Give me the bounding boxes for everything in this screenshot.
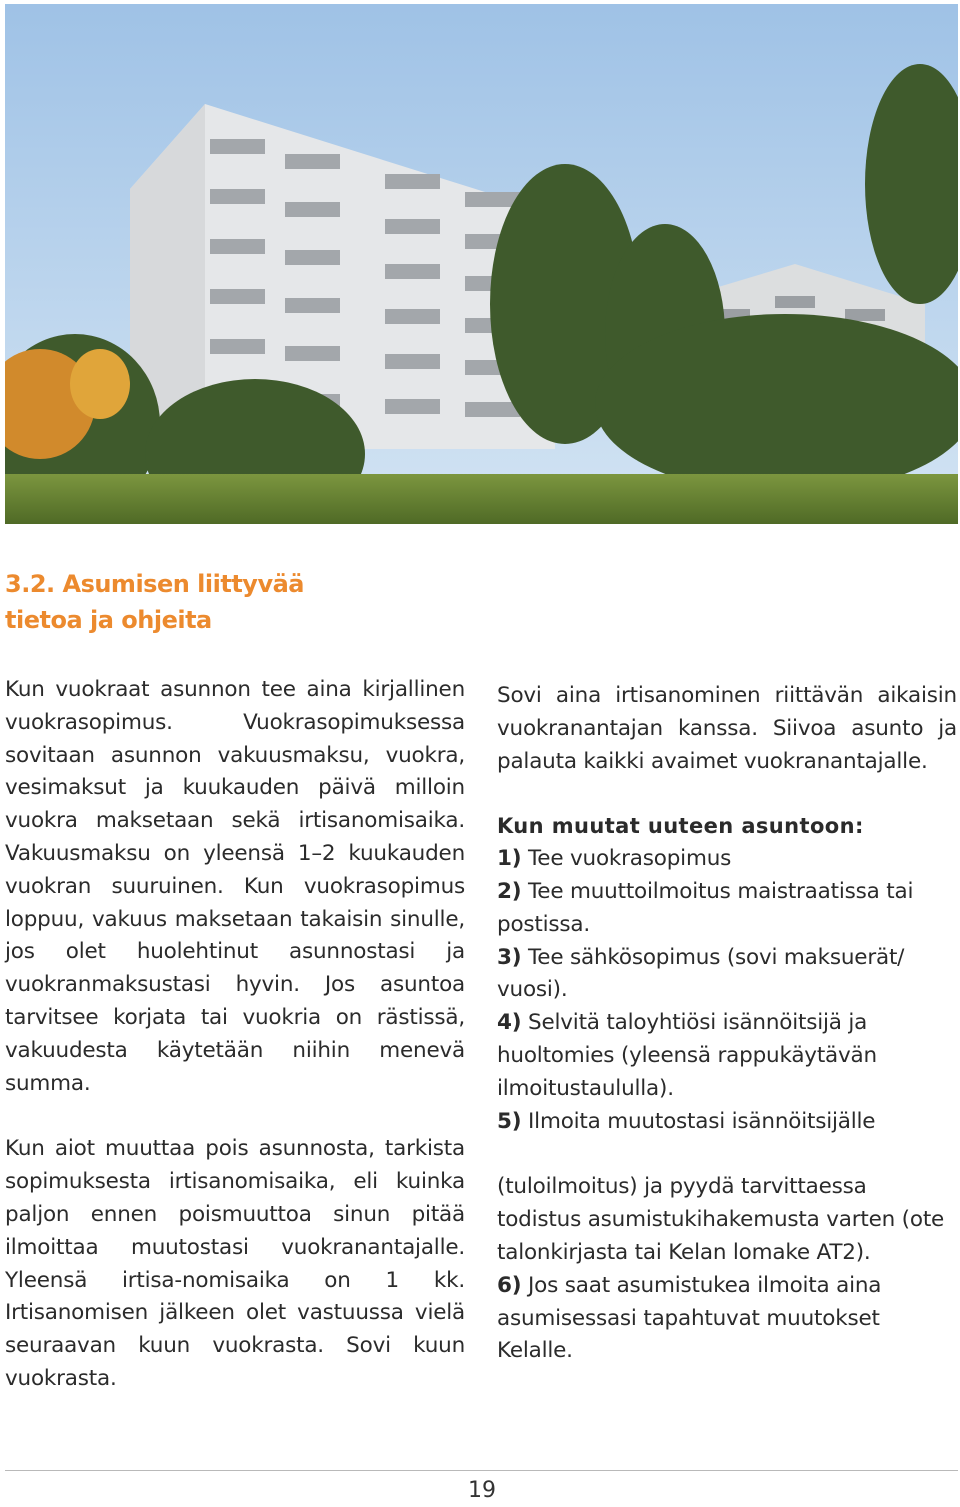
step-text: Tee vuokrasopimus (528, 846, 732, 872)
page-number: 19 (468, 1478, 496, 1503)
section-heading (5, 566, 465, 638)
step-number: 2) (497, 878, 522, 904)
step-item (497, 843, 957, 876)
step-number: 3) (497, 944, 522, 970)
step-number: 1) (497, 846, 522, 872)
right-column (497, 680, 957, 1368)
step-number: 5) (497, 1108, 522, 1134)
left-column (5, 674, 465, 1396)
moving-in-heading: Kun muutat uuteen asuntoon: (497, 814, 864, 839)
moving-in-steps (497, 843, 957, 1368)
step-text: Ilmoita muutostasi isännöitsijälle (528, 1108, 876, 1134)
section-heading-line-2: tietoa ja ohjeita (5, 606, 212, 634)
step-text: Jos saat asumistukea ilmoita aina asumisessasi tapahtuvat muutokset Kelalle. (497, 1272, 882, 1364)
step-item (497, 1007, 957, 1105)
step-item (497, 1106, 957, 1270)
step-text-continued: (tuloilmoitus) ja pyydä tarvittaessa todistus asumistukihakemusta varten (ote talonkirjasta tai Kelan lomake AT2). (497, 1174, 945, 1265)
step-item (497, 942, 957, 1008)
step-item (497, 1270, 957, 1368)
step-text: Tee muuttoilmoitus maistraatissa tai postissa. (497, 878, 914, 937)
apartment-buildings-photo (5, 4, 958, 524)
step-text: Selvitä taloyhtiösi isännöitsijä ja huoltomies (yleensä rappukäytävän ilmoitustaululla). (497, 1010, 877, 1101)
step-item (497, 876, 957, 942)
rental-agreement-paragraph: Kun vuokraat asunnon tee aina kirjallinen vuokrasopimus. Vuokrasopimuksessa sovitaan asunnon vakuusmaksu, vuokra, vesimaksut ja kuukauden päivä milloin vuokra maksetaan sekä irtisanomisaika. Vakuusmaksu on yleensä 1–2 kuukauden vuokran suuruinen. Kun vuokrasopimus loppuu, vakuus maksetaan takaisin sinulle, jos olet huolehtinut asunnostasi ja vuokranmaksustasi hyvin. Jos asuntoa tarvitsee korjata tai vuokria on rästissä, vakuudesta käytetään niihin menevä summa. (5, 677, 465, 1096)
step-number: 4) (497, 1010, 522, 1036)
moving-out-paragraph: Kun aiot muuttaa pois asunnosta, tarkista sopimuksesta irtisanomisaika, eli kuinka paljon ennen poismuuttoa sinun pitää ilmoittaa muutostasi vuokranantajalle. Yleensä irtisa-nomisaika on 1 kk. Irtisanomisen jälkeen olet vastuussa vielä seuraavan kuun vuokrasta. Sovi kuun vuokrasta. (5, 1136, 465, 1391)
footer-divider (5, 1470, 958, 1471)
step-number: 6) (497, 1272, 522, 1298)
termination-paragraph: Sovi aina irtisanominen riittävän aikaisin vuokranantajan kanssa. Siivoa asunto ja palauta kaikki avaimet vuokranantajalle. (497, 683, 957, 774)
step-text: Tee sähkösopimus (sovi maksuerät/ vuosi). (497, 944, 905, 1003)
section-heading-line-1: 3.2. Asumisen liittyvää (5, 570, 304, 598)
